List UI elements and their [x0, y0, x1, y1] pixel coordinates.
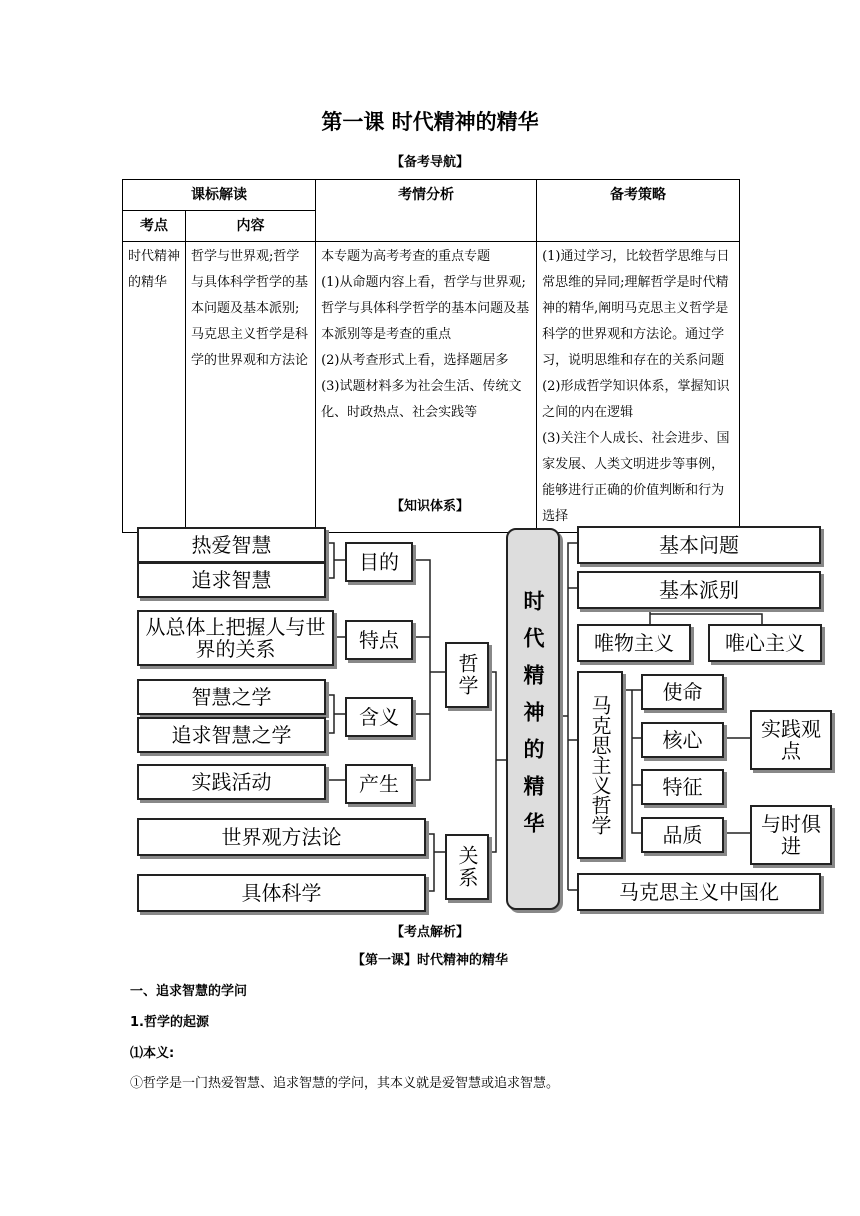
box-hanyi: 含义 — [345, 697, 413, 737]
box-mudi: 目的 — [345, 542, 413, 582]
page-title: 第一课 时代精神的精华 — [321, 110, 539, 134]
cell-celue — [537, 242, 740, 533]
box-jiben-paibie: 基本派别 — [577, 571, 821, 609]
celue-line: (3)关注个人成长、社会进步、国家发展、人类文明进步等事例，能够进行正确的价值判断和行为选择 — [542, 431, 730, 524]
box-chansheng: 产生 — [345, 764, 413, 804]
box-zhihui: 智慧之学 — [137, 679, 326, 715]
lesson-heading: 【第一课】时代精神的精华 — [351, 953, 508, 968]
cell-kaoqing — [316, 242, 537, 533]
box-reai: 热爱智慧 — [137, 527, 326, 563]
kaoqing-line: (1)从命题内容上看，哲学与世界观;哲学与具体科学哲学的基本问题及基本派别等是考查的重点 — [321, 275, 530, 342]
box-zhuiqiu: 追求智慧 — [137, 562, 326, 598]
nav-table — [122, 179, 740, 533]
kaoqing-line: (2)从考查形式上看，选择题居多 — [321, 353, 509, 368]
box-yushi: 与时俱进 — [750, 805, 832, 865]
box-zhuiqiuzhihui: 追求智慧之学 — [137, 717, 326, 753]
box-zhexue: 哲学 — [445, 642, 489, 708]
celue-line: (2)形成哲学知识体系，掌握知识之间的内在逻辑 — [542, 379, 730, 420]
section-1-1-1: ⑴本义: — [130, 1046, 175, 1061]
box-congzong: 从总体上把握人与世界的关系 — [137, 610, 334, 666]
kaoqing-line: 本专题为高考考查的重点专题 — [321, 249, 491, 264]
celue-line: (1)通过学习，比较哲学思维与日常思维的异同;理解哲学是时代精神的精华,阐明马克思主义哲学是科学的世界观和方法论。通过学习，说明思维和存在的关系问题 — [542, 249, 730, 368]
box-weixin: 唯心主义 — [708, 624, 822, 662]
box-makesi: 马克思主义哲学 — [577, 671, 623, 859]
box-zhongguohua: 马克思主义中国化 — [577, 873, 821, 911]
header-biaozhun: 课标解读 — [123, 180, 316, 211]
box-juti: 具体科学 — [137, 874, 426, 912]
system-heading: 【知识体系】 — [390, 499, 469, 514]
analysis-heading: 【考点解析】 — [390, 925, 469, 940]
box-shiming: 使命 — [641, 674, 724, 710]
box-shijian: 实践活动 — [137, 764, 326, 800]
box-hexin: 核心 — [641, 722, 724, 758]
header-neirong: 内容 — [186, 211, 316, 242]
box-weiwu: 唯物主义 — [577, 624, 691, 662]
section-1-1: 1.哲学的起源 — [130, 1015, 209, 1030]
box-tezheng: 特征 — [641, 769, 724, 805]
box-shijieguan: 世界观方法论 — [137, 818, 426, 856]
header-kaoqing: 考情分析 — [316, 180, 537, 242]
cell-neirong: 哲学与世界观;哲学与具体科学哲学的基本问题及基本派别;马克思主义哲学是科学的世界观和方法论 — [186, 242, 316, 533]
header-celue: 备考策略 — [537, 180, 740, 242]
box-pinzhi: 品质 — [641, 817, 724, 853]
section-1: 一、追求智慧的学问 — [130, 984, 248, 999]
header-kaodian: 考点 — [123, 211, 186, 242]
box-center: 时代精神的精华 — [506, 528, 560, 910]
cell-kaodian: 时代精神的精华 — [123, 242, 186, 533]
nav-heading: 【备考导航】 — [390, 155, 469, 170]
box-jiben-wenti: 基本问题 — [577, 526, 821, 564]
paragraph-1: ①哲学是一门热爱智慧、追求智慧的学问，其本义就是爱智慧或追求智慧。 — [130, 1076, 560, 1091]
kaoqing-line: (3)试题材料多为社会生活、传统文化、时政热点、社会实践等 — [321, 379, 522, 420]
box-guanxi: 关系 — [445, 834, 489, 900]
box-shijian-guandian: 实践观点 — [750, 710, 832, 770]
box-tedian: 特点 — [345, 620, 413, 660]
